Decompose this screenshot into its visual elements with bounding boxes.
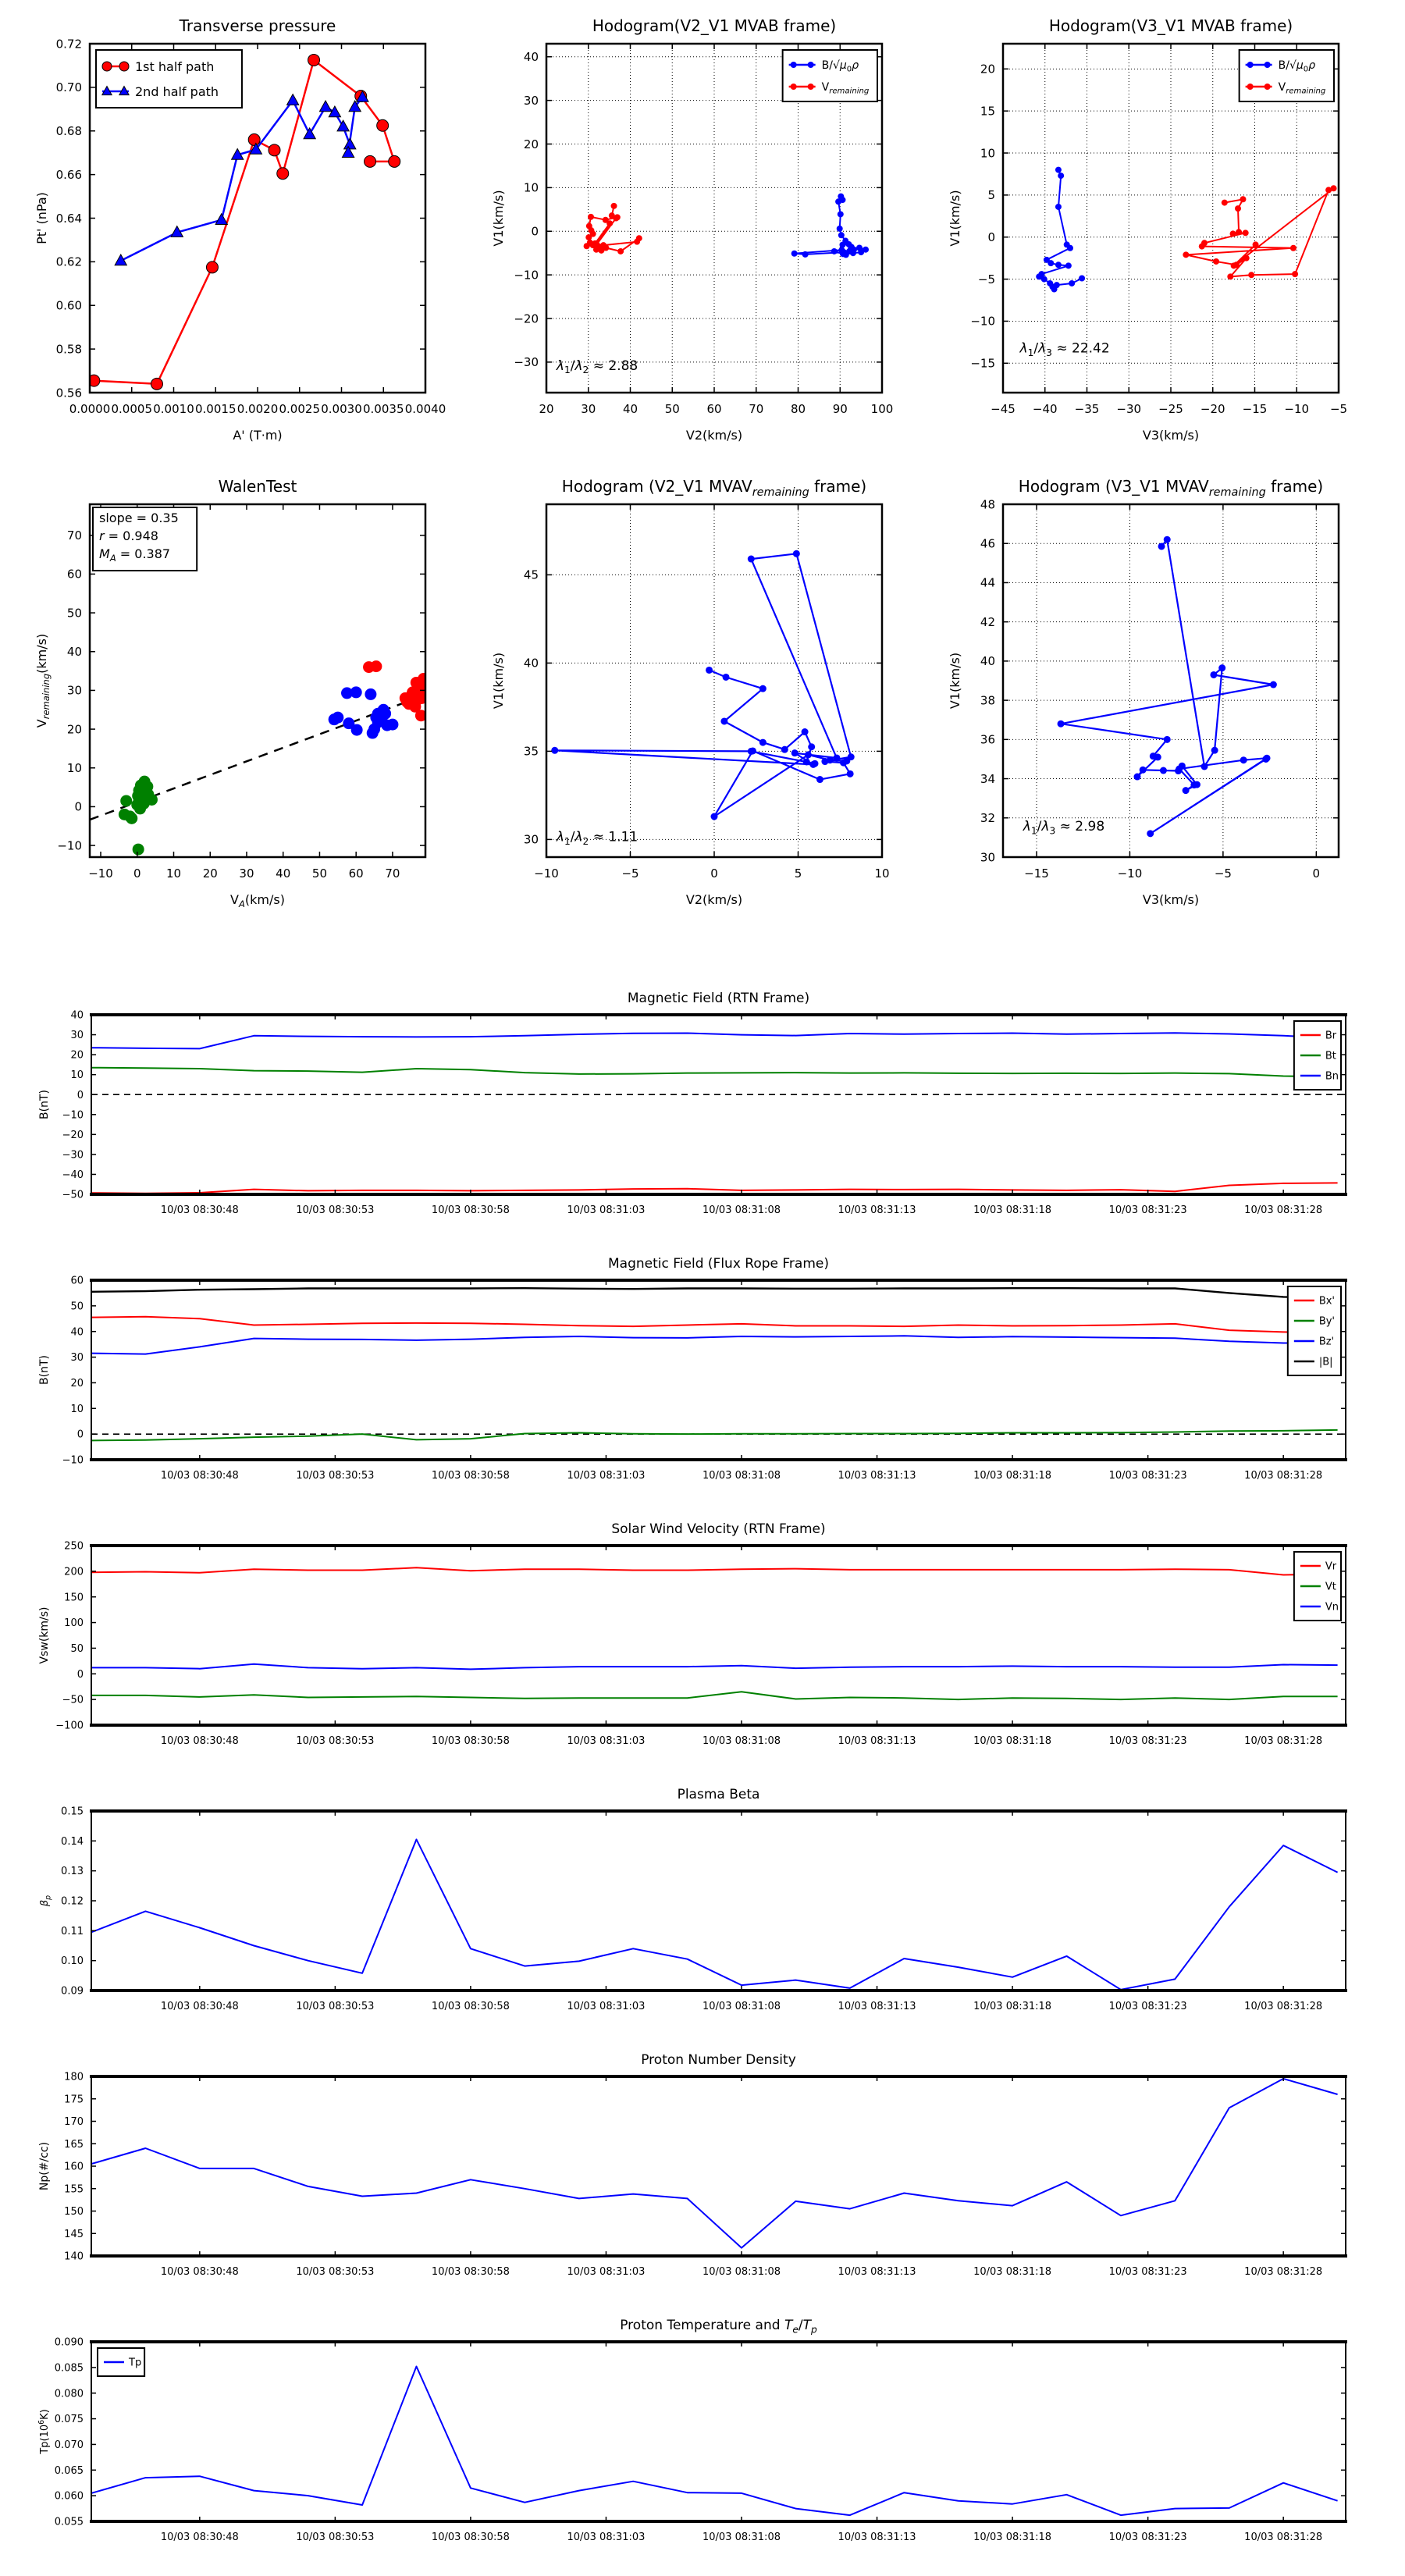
svg-text:0.72: 0.72 xyxy=(55,37,82,52)
svg-text:40: 40 xyxy=(523,656,539,671)
svg-text:0.13: 0.13 xyxy=(61,1866,84,1878)
svg-text:10/03 08:31:13: 10/03 08:31:13 xyxy=(838,1204,916,1216)
svg-text:−40: −40 xyxy=(62,1169,84,1181)
panel-magnetic-field-rtn xyxy=(23,980,1382,1245)
svg-text:−20: −20 xyxy=(1200,402,1225,416)
svg-text:5: 5 xyxy=(794,866,802,881)
svg-text:10/03 08:30:58: 10/03 08:30:58 xyxy=(431,2001,510,2012)
svg-text:46: 46 xyxy=(980,536,995,551)
svg-text:10/03 08:31:18: 10/03 08:31:18 xyxy=(973,2266,1052,2278)
svg-text:180: 180 xyxy=(64,2071,84,2083)
svg-text:0.09: 0.09 xyxy=(61,1985,84,1998)
svg-text:50: 50 xyxy=(66,606,82,621)
svg-text:Vremaining(km/s): $V_{remaining}(km/s)$ xyxy=(34,633,52,728)
svg-text:0.080: 0.080 xyxy=(54,2388,84,2400)
svg-text:10/03 08:31:08: 10/03 08:31:08 xyxy=(702,2532,781,2543)
svg-text:20: 20 xyxy=(202,866,218,881)
svg-text:90: 90 xyxy=(832,402,848,416)
svg-text:Transverse pressure: Transverse pressure xyxy=(179,16,336,35)
svg-text:VA(km/s): $V_A(km/s)$ xyxy=(230,892,285,909)
svg-text:0.58: 0.58 xyxy=(55,342,82,357)
svg-text:−5: −5 xyxy=(977,272,995,286)
svg-text:10/03 08:30:48: 10/03 08:30:48 xyxy=(160,2266,239,2278)
svg-text:−15: −15 xyxy=(970,356,995,371)
svg-text:−10: −10 xyxy=(534,866,559,881)
svg-text:0: 0 xyxy=(74,799,82,814)
svg-text:V1(km/s): V1(km/s) xyxy=(948,652,962,710)
svg-text:10/03 08:30:53: 10/03 08:30:53 xyxy=(296,1470,375,1482)
svg-text:V1(km/s): V1(km/s) xyxy=(948,190,962,247)
svg-text:−10: −10 xyxy=(62,1109,84,1122)
svg-text:−10: −10 xyxy=(1284,402,1310,416)
svg-text:0.56: 0.56 xyxy=(55,386,82,400)
svg-text:0: 0 xyxy=(76,1668,84,1681)
svg-text:−30: −30 xyxy=(1116,402,1142,416)
svg-text:40: 40 xyxy=(622,402,638,416)
svg-text:50: 50 xyxy=(70,1642,84,1655)
hodogram_v3_mvab-chart xyxy=(937,6,1362,463)
svg-text:Plasma Beta: Plasma Beta xyxy=(677,1787,760,1802)
svg-text:30: 30 xyxy=(70,1352,84,1364)
svg-text:150: 150 xyxy=(64,1592,84,1604)
svg-text:WalenTest: WalenTest xyxy=(218,477,297,496)
svg-text:0.0025: 0.0025 xyxy=(279,402,320,416)
svg-text:−5: −5 xyxy=(1214,866,1232,881)
panel-plasma-beta xyxy=(23,1776,1382,2041)
svg-text:10/03 08:31:03: 10/03 08:31:03 xyxy=(567,1204,646,1216)
svg-text:Tp(106K): $Tp(10^6K)$ xyxy=(37,2409,51,2454)
svg-text:0.070: 0.070 xyxy=(54,2439,84,2451)
svg-text:10/03 08:31:18: 10/03 08:31:18 xyxy=(973,2001,1052,2012)
svg-text:V3(km/s): V3(km/s) xyxy=(1142,428,1200,443)
svg-text:Solar Wind Velocity (RTN Frame: Solar Wind Velocity (RTN Frame) xyxy=(611,1521,826,1537)
panel-hodogram-v2-v1-mvab xyxy=(480,6,905,463)
svg-text:−50: −50 xyxy=(62,1189,84,1201)
svg-text:V1(km/s): V1(km/s) xyxy=(491,652,506,710)
svg-text:10/03 08:31:28: 10/03 08:31:28 xyxy=(1244,2266,1323,2278)
svg-text:30: 30 xyxy=(66,683,82,698)
svg-text:60: 60 xyxy=(706,402,722,416)
svg-text:50: 50 xyxy=(70,1300,84,1313)
svg-text:40: 40 xyxy=(523,50,539,65)
svg-text:45: 45 xyxy=(523,568,539,582)
svg-text:0.68: 0.68 xyxy=(55,124,82,138)
svg-text:48: 48 xyxy=(980,497,995,512)
svg-text:By': By' xyxy=(1318,1315,1336,1328)
svg-text:10/03 08:30:53: 10/03 08:30:53 xyxy=(296,2266,375,2278)
svg-text:250: 250 xyxy=(64,1540,84,1553)
svg-text:30: 30 xyxy=(980,850,995,865)
svg-text:10/03 08:30:58: 10/03 08:30:58 xyxy=(431,1204,510,1216)
svg-text:A' (T·m): A' (T·m) xyxy=(233,428,283,443)
svg-text:Vr: Vr xyxy=(1325,1560,1337,1573)
svg-text:50: 50 xyxy=(311,866,328,881)
svg-text:0.0030: 0.0030 xyxy=(321,402,362,416)
mag_fluxrope-chart xyxy=(23,1245,1382,1510)
svg-text:80: 80 xyxy=(790,402,806,416)
svg-text:10/03 08:31:08: 10/03 08:31:08 xyxy=(702,2001,781,2012)
svg-text:44: 44 xyxy=(980,575,995,590)
transverse_pressure-chart xyxy=(23,6,449,463)
svg-text:40: 40 xyxy=(70,1009,84,1022)
svg-text:−10: −10 xyxy=(1117,866,1143,881)
panel-hodogram-v3-v1-mvav xyxy=(937,467,1362,927)
svg-text:140: 140 xyxy=(64,2250,84,2263)
svg-text:Bz': Bz' xyxy=(1318,1336,1335,1348)
panel-hodogram-v3-v1-mvab xyxy=(937,6,1362,463)
svg-text:200: 200 xyxy=(64,1566,84,1578)
svg-text:V2(km/s): V2(km/s) xyxy=(685,428,743,443)
svg-text:0.090: 0.090 xyxy=(54,2336,84,2349)
svg-text:10/03 08:30:48: 10/03 08:30:48 xyxy=(160,2532,239,2543)
svg-text:−15: −15 xyxy=(1242,402,1268,416)
svg-text:−20: −20 xyxy=(62,1129,84,1141)
svg-text:Vremaining: $V_{remaining}$ xyxy=(1278,81,1326,96)
svg-text:Hodogram(V3_V1 MVAB frame): Hodogram(V3_V1 MVAB frame) xyxy=(1048,16,1293,35)
svg-text:0: 0 xyxy=(76,1429,84,1441)
svg-text:Hodogram (V2_V1 MVAVremaining: Hodogram (V2_V1 $MVAV_{remaining}$ frame) xyxy=(561,477,867,499)
svg-text:B/√μ0ρ: $B/√\mu_0\rho$ xyxy=(821,59,859,74)
svg-text:10/03 08:31:13: 10/03 08:31:13 xyxy=(838,1735,916,1747)
svg-text:10/03 08:31:28: 10/03 08:31:28 xyxy=(1244,2001,1323,2012)
panel-transverse-pressure xyxy=(23,6,449,463)
svg-text:10/03 08:30:53: 10/03 08:30:53 xyxy=(296,1204,375,1216)
svg-text:0.0040: 0.0040 xyxy=(404,402,446,416)
svg-text:42: 42 xyxy=(980,614,995,629)
hodogram_v3_mvav-chart xyxy=(937,467,1362,927)
svg-text:30: 30 xyxy=(523,832,539,847)
svg-text:10/03 08:31:08: 10/03 08:31:08 xyxy=(702,1470,781,1482)
np-chart xyxy=(23,2041,1382,2307)
svg-text:20: 20 xyxy=(70,1049,84,1062)
svg-text:2nd half path: 2nd half path xyxy=(135,84,219,99)
svg-text:175: 175 xyxy=(64,2094,84,2106)
svg-text:B/√μ0ρ: $B/√\mu_0\rho$ xyxy=(1278,59,1316,74)
svg-text:10: 10 xyxy=(523,180,539,195)
svg-text:10/03 08:31:13: 10/03 08:31:13 xyxy=(838,2266,916,2278)
svg-text:Vt: Vt xyxy=(1325,1581,1336,1593)
svg-text:10/03 08:31:23: 10/03 08:31:23 xyxy=(1108,1204,1187,1216)
hodogram_v2_mvab-chart xyxy=(480,6,905,463)
svg-text:V2(km/s): V2(km/s) xyxy=(685,892,743,907)
svg-text:60: 60 xyxy=(70,1275,84,1287)
svg-text:λ1/λ2 ≈ 2.88: $\lambda_1/\lambda_2 \approx 2.88$ xyxy=(556,358,638,376)
svg-text:30: 30 xyxy=(581,402,596,416)
svg-text:λ1/λ2 ≈ 1.11: $\lambda_1/\lambda_2 \approx 1.11$ xyxy=(556,829,638,847)
svg-text:155: 155 xyxy=(64,2183,84,2196)
svg-text:10/03 08:31:28: 10/03 08:31:28 xyxy=(1244,1735,1323,1747)
svg-text:0.060: 0.060 xyxy=(54,2490,84,2503)
svg-text:Hodogram(V2_V1 MVAB frame): Hodogram(V2_V1 MVAB frame) xyxy=(592,16,837,35)
svg-text:10: 10 xyxy=(165,866,182,881)
svg-text:70: 70 xyxy=(749,402,764,416)
svg-text:0.10: 0.10 xyxy=(61,1955,84,1968)
svg-text:70: 70 xyxy=(385,866,400,881)
svg-text:βp: $\beta_p$ xyxy=(39,1895,53,1907)
svg-text:0.0035: 0.0035 xyxy=(363,402,404,416)
svg-text:0.64: 0.64 xyxy=(55,211,82,226)
svg-text:10/03 08:31:13: 10/03 08:31:13 xyxy=(838,1470,916,1482)
svg-text:Pt' (nPa): Pt' (nPa) xyxy=(34,192,49,244)
svg-text:10/03 08:30:53: 10/03 08:30:53 xyxy=(296,2532,375,2543)
svg-text:0.0005: 0.0005 xyxy=(111,402,152,416)
svg-text:−10: −10 xyxy=(57,838,82,853)
svg-text:−10: −10 xyxy=(970,314,995,329)
svg-text:Tp: Tp xyxy=(129,2357,142,2369)
svg-text:Hodogram (V3_V1 MVAVremaining: Hodogram (V3_V1 $MVAV_{remaining}$ frame) xyxy=(1018,477,1324,499)
svg-text:40: 40 xyxy=(980,654,995,669)
svg-text:0: 0 xyxy=(1312,866,1321,881)
hodogram_v2_mvav-chart xyxy=(480,467,905,927)
svg-text:|B|: |B| xyxy=(1318,1356,1333,1368)
svg-text:10: 10 xyxy=(874,866,890,881)
svg-text:−30: −30 xyxy=(62,1149,84,1162)
svg-text:r = 0.948: r = 0.948 xyxy=(99,528,158,543)
svg-text:Vn: Vn xyxy=(1325,1601,1339,1614)
svg-text:10/03 08:30:48: 10/03 08:30:48 xyxy=(160,2001,239,2012)
svg-text:32: 32 xyxy=(980,811,995,826)
svg-text:λ1/λ3 ≈ 22.42: $\lambda_1/\lambda_3 \approx 22.42$ xyxy=(1019,340,1110,358)
svg-text:150: 150 xyxy=(64,2206,84,2218)
svg-text:10: 10 xyxy=(66,761,82,776)
svg-text:20: 20 xyxy=(70,1377,84,1389)
svg-text:20: 20 xyxy=(523,137,539,151)
svg-text:−35: −35 xyxy=(1074,402,1100,416)
svg-text:40: 40 xyxy=(70,1326,84,1339)
svg-text:20: 20 xyxy=(66,722,82,737)
walen_test-chart xyxy=(23,467,449,927)
svg-text:10/03 08:30:58: 10/03 08:30:58 xyxy=(431,2266,510,2278)
svg-text:λ1/λ3 ≈ 2.98: $\lambda_1/\lambda_3 \approx 2.98$ xyxy=(1023,819,1105,837)
tp-chart xyxy=(23,2307,1382,2572)
svg-text:Proton Temperature and Te/Tp: Proton Temperature and $T_e/T_p$ xyxy=(620,2318,817,2336)
svg-text:10: 10 xyxy=(70,1069,84,1082)
svg-text:60: 60 xyxy=(66,567,82,582)
panel-magnetic-field-flux-rope xyxy=(23,1245,1382,1510)
svg-text:10/03 08:30:58: 10/03 08:30:58 xyxy=(431,2532,510,2543)
svg-text:−10: −10 xyxy=(514,268,539,283)
svg-text:0: 0 xyxy=(531,224,539,239)
svg-text:−30: −30 xyxy=(514,355,539,370)
svg-text:Bn: Bn xyxy=(1325,1070,1339,1083)
svg-text:1st half path: 1st half path xyxy=(135,59,215,74)
svg-text:MA = 0.387: $M_A = 0.387$ xyxy=(99,546,171,564)
panel-hodogram-v2-v1-mvav xyxy=(480,467,905,927)
svg-text:Magnetic Field (Flux Rope Fram: Magnetic Field (Flux Rope Frame) xyxy=(608,1256,829,1272)
svg-text:10/03 08:31:23: 10/03 08:31:23 xyxy=(1108,2532,1187,2543)
svg-text:10/03 08:31:18: 10/03 08:31:18 xyxy=(973,2532,1052,2543)
svg-text:0: 0 xyxy=(710,866,718,881)
svg-text:40: 40 xyxy=(66,644,82,659)
svg-text:170: 170 xyxy=(64,2116,84,2129)
svg-text:10/03 08:30:53: 10/03 08:30:53 xyxy=(296,1735,375,1747)
svg-text:0.0010: 0.0010 xyxy=(153,402,194,416)
svg-text:10/03 08:30:53: 10/03 08:30:53 xyxy=(296,2001,375,2012)
svg-text:10/03 08:31:23: 10/03 08:31:23 xyxy=(1108,2001,1187,2012)
svg-text:0.055: 0.055 xyxy=(54,2516,84,2528)
svg-text:10/03 08:31:08: 10/03 08:31:08 xyxy=(702,2266,781,2278)
svg-text:10/03 08:31:03: 10/03 08:31:03 xyxy=(567,1470,646,1482)
svg-text:−10: −10 xyxy=(88,866,113,881)
svg-text:10/03 08:31:13: 10/03 08:31:13 xyxy=(838,2001,916,2012)
svg-text:0.0000: 0.0000 xyxy=(69,402,111,416)
vsw-chart xyxy=(23,1510,1382,1776)
svg-text:Magnetic Field (RTN Frame): Magnetic Field (RTN Frame) xyxy=(627,991,810,1006)
svg-text:−5: −5 xyxy=(621,866,639,881)
svg-text:0.085: 0.085 xyxy=(54,2362,84,2375)
svg-text:Bt: Bt xyxy=(1325,1050,1336,1062)
svg-text:0.62: 0.62 xyxy=(55,254,82,269)
svg-text:10/03 08:31:18: 10/03 08:31:18 xyxy=(973,1735,1052,1747)
svg-text:V1(km/s): V1(km/s) xyxy=(491,190,506,247)
svg-text:B(nT): B(nT) xyxy=(38,1090,51,1119)
svg-text:−25: −25 xyxy=(1158,402,1183,416)
svg-text:0: 0 xyxy=(76,1089,84,1101)
svg-text:15: 15 xyxy=(980,104,995,119)
svg-text:10/03 08:31:28: 10/03 08:31:28 xyxy=(1244,2532,1323,2543)
svg-text:0.14: 0.14 xyxy=(61,1835,84,1848)
svg-text:145: 145 xyxy=(64,2228,84,2240)
panel-proton-temperature xyxy=(23,2307,1382,2572)
svg-text:10/03 08:31:03: 10/03 08:31:03 xyxy=(567,2001,646,2012)
svg-text:20: 20 xyxy=(539,402,554,416)
svg-text:10/03 08:31:23: 10/03 08:31:23 xyxy=(1108,2266,1187,2278)
mag_rtn-chart xyxy=(23,980,1382,1245)
svg-text:10/03 08:31:28: 10/03 08:31:28 xyxy=(1244,1204,1323,1216)
svg-text:30: 30 xyxy=(239,866,254,881)
svg-text:−20: −20 xyxy=(514,311,539,326)
svg-text:100: 100 xyxy=(870,402,894,416)
svg-text:40: 40 xyxy=(276,866,291,881)
svg-text:50: 50 xyxy=(664,402,680,416)
svg-text:165: 165 xyxy=(64,2138,84,2151)
svg-text:20: 20 xyxy=(980,62,995,76)
svg-text:0: 0 xyxy=(987,229,995,244)
svg-text:Bx': Bx' xyxy=(1318,1295,1336,1308)
svg-text:V3(km/s): V3(km/s) xyxy=(1142,892,1200,907)
svg-text:10/03 08:30:48: 10/03 08:30:48 xyxy=(160,1204,239,1216)
svg-text:−40: −40 xyxy=(1032,402,1058,416)
panel-proton-number-density xyxy=(23,2041,1382,2307)
svg-text:−45: −45 xyxy=(991,402,1016,416)
svg-text:0.15: 0.15 xyxy=(61,1806,84,1818)
svg-text:Np(#/cc): Np(#/cc) xyxy=(38,2141,51,2191)
svg-text:0.60: 0.60 xyxy=(55,298,82,313)
svg-text:−15: −15 xyxy=(1024,866,1049,881)
svg-text:10/03 08:31:23: 10/03 08:31:23 xyxy=(1108,1470,1187,1482)
svg-text:10/03 08:31:18: 10/03 08:31:18 xyxy=(973,1470,1052,1482)
beta-chart xyxy=(23,1776,1382,2041)
svg-text:0.12: 0.12 xyxy=(61,1895,84,1908)
svg-text:10/03 08:31:03: 10/03 08:31:03 xyxy=(567,2266,646,2278)
svg-text:10/03 08:31:03: 10/03 08:31:03 xyxy=(567,1735,646,1747)
svg-text:0.065: 0.065 xyxy=(54,2464,84,2477)
svg-text:0.0020: 0.0020 xyxy=(237,402,279,416)
svg-text:10/03 08:31:08: 10/03 08:31:08 xyxy=(702,1735,781,1747)
svg-text:10: 10 xyxy=(980,146,995,161)
svg-text:10: 10 xyxy=(70,1403,84,1415)
svg-text:−100: −100 xyxy=(55,1720,84,1732)
svg-text:0.70: 0.70 xyxy=(55,80,82,95)
svg-text:34: 34 xyxy=(980,771,995,786)
svg-text:Br: Br xyxy=(1325,1030,1337,1042)
svg-text:10/03 08:31:28: 10/03 08:31:28 xyxy=(1244,1470,1323,1482)
svg-text:10/03 08:31:13: 10/03 08:31:13 xyxy=(838,2532,916,2543)
svg-text:0: 0 xyxy=(133,866,141,881)
svg-text:160: 160 xyxy=(64,2161,84,2173)
svg-text:0.11: 0.11 xyxy=(61,1925,84,1937)
svg-text:100: 100 xyxy=(64,1617,84,1630)
svg-text:30: 30 xyxy=(523,93,539,108)
svg-text:10/03 08:31:08: 10/03 08:31:08 xyxy=(702,1204,781,1216)
svg-text:35: 35 xyxy=(523,744,539,759)
svg-text:−10: −10 xyxy=(62,1454,84,1467)
panel-walen-test xyxy=(23,467,449,927)
svg-text:slope = 0.35: slope = 0.35 xyxy=(99,511,179,525)
svg-text:−50: −50 xyxy=(62,1694,84,1706)
svg-text:10/03 08:31:03: 10/03 08:31:03 xyxy=(567,2532,646,2543)
svg-text:Vremaining: $V_{remaining}$ xyxy=(821,81,870,96)
svg-text:10/03 08:30:48: 10/03 08:30:48 xyxy=(160,1470,239,1482)
svg-text:0.075: 0.075 xyxy=(54,2414,84,2426)
svg-text:5: 5 xyxy=(987,188,995,203)
svg-text:10/03 08:31:18: 10/03 08:31:18 xyxy=(973,1204,1052,1216)
svg-text:0.0015: 0.0015 xyxy=(195,402,237,416)
panel-solar-wind-velocity xyxy=(23,1510,1382,1776)
svg-text:36: 36 xyxy=(980,732,995,747)
svg-text:10/03 08:30:48: 10/03 08:30:48 xyxy=(160,1735,239,1747)
svg-text:70: 70 xyxy=(66,528,82,543)
svg-text:38: 38 xyxy=(980,693,995,708)
svg-text:−5: −5 xyxy=(1329,402,1348,416)
svg-text:B(nT): B(nT) xyxy=(38,1355,51,1385)
svg-text:10/03 08:30:58: 10/03 08:30:58 xyxy=(431,1470,510,1482)
svg-text:30: 30 xyxy=(70,1030,84,1042)
svg-text:10/03 08:30:58: 10/03 08:30:58 xyxy=(431,1735,510,1747)
svg-text:60: 60 xyxy=(348,866,364,881)
svg-text:Vsw(km/s): Vsw(km/s) xyxy=(38,1606,51,1664)
svg-text:0.66: 0.66 xyxy=(55,167,82,182)
svg-text:Proton Number Density: Proton Number Density xyxy=(641,2052,796,2068)
svg-text:10/03 08:31:23: 10/03 08:31:23 xyxy=(1108,1735,1187,1747)
